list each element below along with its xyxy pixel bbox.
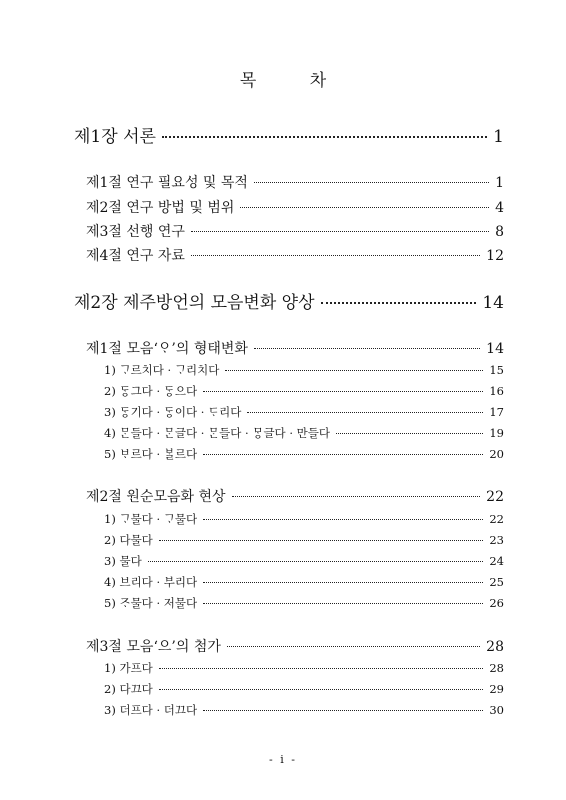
dot-leader xyxy=(227,645,480,647)
item-page: 28 xyxy=(489,661,504,675)
section-label: 제2절 연구 방법 및 범위 xyxy=(86,200,235,216)
section-page: 8 xyxy=(495,224,504,240)
section-page: 12 xyxy=(486,248,504,264)
item-page: 17 xyxy=(489,405,504,419)
section-page: 4 xyxy=(495,200,504,216)
dot-leader xyxy=(191,254,480,256)
toc-section-2-1[interactable] xyxy=(86,338,504,358)
page-number: - i - xyxy=(269,753,297,766)
dot-leader xyxy=(203,709,483,711)
toc-item[interactable] xyxy=(104,511,504,527)
dot-leader xyxy=(159,539,484,541)
dot-leader xyxy=(162,135,487,138)
section-label: 제1절 연구 필요성 및 목적 xyxy=(86,175,248,191)
section-page: 22 xyxy=(486,489,504,505)
item-page: 20 xyxy=(489,447,504,461)
chapter-page: 14 xyxy=(482,293,504,313)
toc-item[interactable] xyxy=(104,660,504,676)
item-label: 5) ᄌᆞ물다 · 저물다 xyxy=(104,596,198,610)
toc-item[interactable] xyxy=(104,383,504,399)
chapter-page: 1 xyxy=(493,127,504,147)
toc-item[interactable] xyxy=(104,702,504,718)
toc-section-1-1[interactable] xyxy=(86,172,504,192)
dot-leader xyxy=(159,688,484,690)
item-page: 23 xyxy=(489,533,504,547)
section-page: 1 xyxy=(495,175,504,191)
section-page: 14 xyxy=(486,341,504,357)
toc-section-2-2[interactable] xyxy=(86,486,504,506)
item-label: 3) 물다 xyxy=(104,554,142,568)
section-page: 28 xyxy=(486,639,504,655)
item-label: 1) 가프다 xyxy=(104,661,153,675)
item-label: 2) 다끄다 xyxy=(104,682,153,696)
dot-leader xyxy=(321,301,477,304)
toc-item[interactable] xyxy=(104,425,504,441)
dot-leader xyxy=(191,230,489,232)
toc-title: 목 차 xyxy=(239,71,351,91)
item-page: 26 xyxy=(489,596,504,610)
dot-leader xyxy=(203,453,483,455)
toc-item[interactable] xyxy=(104,446,504,462)
dot-leader xyxy=(148,560,484,562)
toc-section-2-3[interactable] xyxy=(86,636,504,656)
toc-item[interactable] xyxy=(104,532,504,548)
dot-leader xyxy=(254,181,489,183)
chapter-label: 제2장 제주방언의 모음변화 양상 xyxy=(74,293,315,313)
item-page: 16 xyxy=(489,384,504,398)
chapter-label: 제1장 서론 xyxy=(74,127,156,147)
dot-leader xyxy=(203,602,483,604)
section-label: 제4절 연구 자료 xyxy=(86,248,185,264)
toc-item[interactable] xyxy=(104,574,504,590)
toc-item[interactable] xyxy=(104,681,504,697)
item-label: 3) ᄃᆞᆼ기다 · ᄃᆞᆼ이다 · ᄃᆞ리다 xyxy=(104,405,242,419)
item-page: 25 xyxy=(489,575,504,589)
dot-leader xyxy=(203,518,483,520)
item-label: 2) ᄃᆞᆼ그다 · ᄃᆞᆼ으다 xyxy=(104,384,198,398)
item-label: 1) ᄀᆞ르치다 · ᄀᆞ리치다 xyxy=(104,363,220,377)
dot-leader xyxy=(232,495,481,497)
toc-section-1-3[interactable] xyxy=(86,221,504,241)
toc-chapter-2[interactable] xyxy=(74,288,504,313)
dot-leader xyxy=(159,667,484,669)
toc-chapter-1[interactable] xyxy=(74,122,504,147)
item-label: 4) ᄆᆞᆫ들다 · ᄆᆞᆫ글다 · ᄆᆞᆫ들다 · ᄆᆞᆼ글다 · 만들다 xyxy=(104,426,330,440)
toc-item[interactable] xyxy=(104,553,504,569)
item-page: 19 xyxy=(489,426,504,440)
section-label: 제3절 모음‘으’의 첨가 xyxy=(86,639,221,655)
toc-item[interactable] xyxy=(104,404,504,420)
toc-item[interactable] xyxy=(104,362,504,378)
item-page: 24 xyxy=(489,554,504,568)
dot-leader xyxy=(203,390,483,392)
item-label: 2) 다물다 xyxy=(104,533,153,547)
item-page: 29 xyxy=(489,682,504,696)
item-label: 3) 더프다 · 더끄다 xyxy=(104,703,198,717)
item-page: 15 xyxy=(489,363,504,377)
dot-leader xyxy=(203,581,483,583)
section-label: 제2절 원순모음화 현상 xyxy=(86,489,226,505)
item-label: 1) ᄀᆞ물다 · ᄀᆞ물다 xyxy=(104,512,198,526)
item-label: 5) ᄇᆞ르다 · ᄇᆞᆯ르다 xyxy=(104,447,198,461)
item-page: 30 xyxy=(489,703,504,717)
toc-item[interactable] xyxy=(104,595,504,611)
item-page: 22 xyxy=(489,512,504,526)
toc-section-1-2[interactable] xyxy=(86,197,504,217)
dot-leader xyxy=(225,369,483,371)
dot-leader xyxy=(336,432,483,434)
item-label: 4) 브리다 · 부리다 xyxy=(104,575,198,589)
toc-section-1-4[interactable] xyxy=(86,245,504,265)
section-label: 제3절 선행 연구 xyxy=(86,224,185,240)
dot-leader xyxy=(240,206,489,208)
dot-leader xyxy=(247,411,483,413)
section-label: 제1절 모음‘ᄋᆞ’의 형태변화 xyxy=(86,341,248,357)
dot-leader xyxy=(254,347,480,349)
